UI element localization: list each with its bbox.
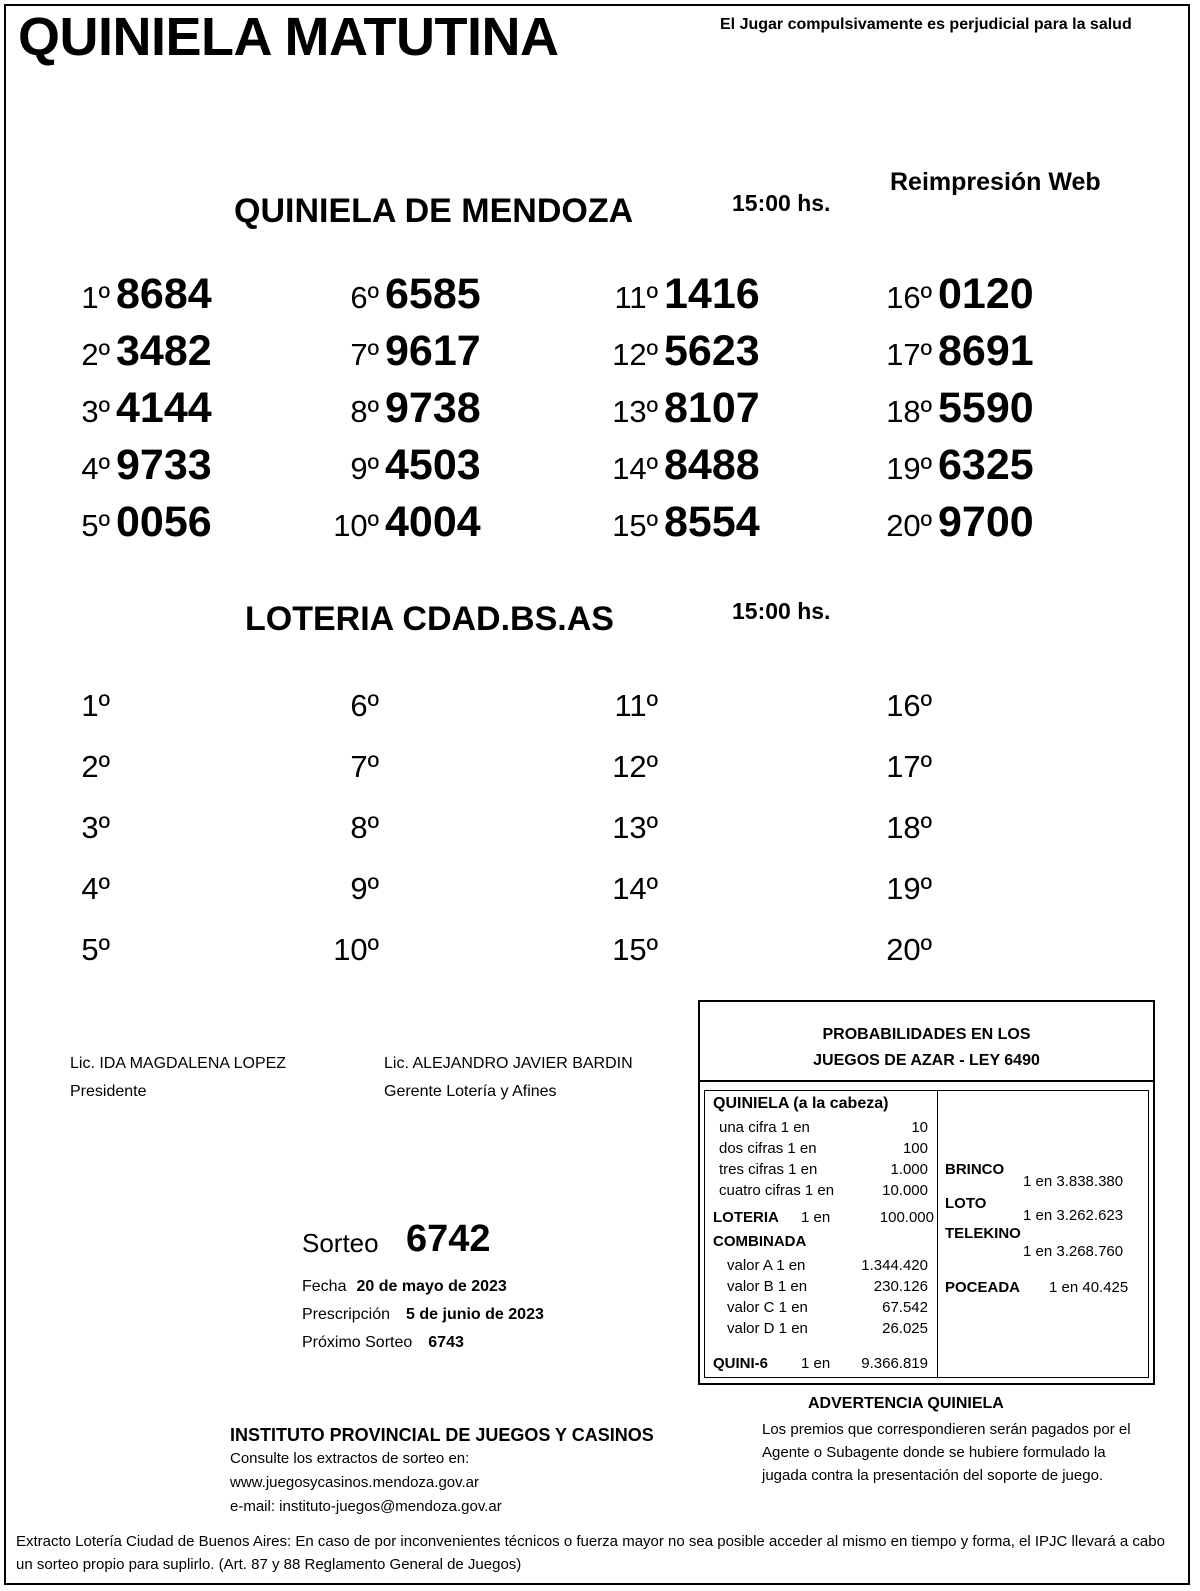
proximo-label: Próximo Sorteo [302, 1334, 413, 1351]
instituto-line-1: Consulte los extractos de sorteo en: [230, 1450, 470, 1467]
mendoza-result-10 [325, 498, 481, 547]
mendoza-result-9 [325, 441, 481, 490]
loteria-prob-en: 1 en [801, 1209, 831, 1226]
mendoza-result-18 [872, 384, 1034, 433]
mendoza-section-title: QUINIELA DE MENDOZA [234, 192, 634, 230]
loteria-result-6 [325, 688, 379, 724]
probabilities-header [700, 1002, 1153, 1082]
brinco-prob-value: 1 en 3.838.380 [1023, 1173, 1124, 1190]
result-position: 5º [81, 508, 110, 543]
quiniela-prob-title: QUINIELA (a la cabeza) [713, 1095, 889, 1112]
result-number: 5590 [938, 384, 1034, 432]
result-position: 12º [612, 337, 658, 372]
mendoza-result-7 [325, 327, 481, 376]
result-number: 6585 [385, 270, 481, 318]
mendoza-result-14 [598, 441, 760, 490]
result-position: 8º [350, 394, 379, 429]
mendoza-result-11 [598, 270, 760, 319]
result-number: 8554 [664, 498, 760, 546]
result-position: 12º [612, 749, 658, 784]
prob-row-value: 1.000 [890, 1161, 928, 1178]
loteria-result-2 [66, 749, 110, 785]
fecha-value: 20 de mayo de 2023 [356, 1278, 507, 1295]
probabilities-box [698, 1000, 1155, 1385]
instituto-title: INSTITUTO PROVINCIAL DE JUEGOS Y CASINOS [230, 1425, 654, 1445]
sorteo-label: Sorteo [302, 1228, 379, 1258]
advertencia-title: ADVERTENCIA QUINIELA [808, 1395, 1004, 1412]
prescripcion-label: Prescripción [302, 1306, 391, 1323]
prob-row-label: tres cifras 1 en [719, 1161, 818, 1178]
mendoza-result-19 [872, 441, 1034, 490]
footer-note: Extracto Lotería Ciudad de Buenos Aires: En caso de por inconvenientes técnicos o fuerza mayor no sea posible acceder al mismo en tiempo y forma, el IPJC llevará a cabo un sorteo propio para suplirlo. (Art. 87 y 88 Reglamento General de Juegos) [16, 1533, 1165, 1573]
result-position: 2º [81, 337, 110, 372]
result-number: 1416 [664, 270, 760, 318]
probabilities-title-line2: JUEGOS DE AZAR - LEY 6490 [813, 1052, 1040, 1069]
result-number: 8691 [938, 327, 1034, 375]
result-position: 9º [350, 871, 379, 906]
result-number: 8488 [664, 441, 760, 489]
loteria-result-7 [325, 749, 379, 785]
prob-row-label: valor A 1 en [727, 1257, 806, 1274]
result-number: 6325 [938, 441, 1034, 489]
result-number: 0056 [116, 498, 212, 546]
mendoza-result-6 [325, 270, 481, 319]
result-position: 20º [886, 932, 932, 967]
result-position: 4º [81, 871, 110, 906]
result-position: 15º [612, 508, 658, 543]
signature-left-role: Presidente [70, 1083, 147, 1100]
advertencia-text: Los premios que correspondieren serán pagados por el Agente o Subagente donde se hubiere formulado la jugada contra la presentación del soporte de juego. [762, 1421, 1131, 1484]
result-position: 19º [886, 871, 932, 906]
loteria-result-16 [872, 688, 932, 724]
result-position: 3º [81, 810, 110, 845]
gambling-warning: El Jugar compulsivamente es perjudicial para la salud [720, 16, 1132, 33]
quini6-prob-en: 1 en [801, 1355, 831, 1372]
result-number: 9738 [385, 384, 481, 432]
result-position: 6º [350, 688, 379, 723]
result-number: 8107 [664, 384, 760, 432]
prob-row-label: valor D 1 en [727, 1320, 808, 1337]
prob-row-label: valor B 1 en [727, 1278, 808, 1295]
loteria-result-20 [872, 932, 932, 968]
prob-row-label: dos cifras 1 en [719, 1140, 817, 1157]
probabilities-divider [937, 1091, 938, 1377]
loto-prob-value: 1 en 3.262.623 [1023, 1207, 1124, 1224]
result-number: 4004 [385, 498, 481, 546]
prob-row-value: 230.126 [873, 1278, 928, 1295]
mendoza-result-13 [598, 384, 760, 433]
prob-row-value: 1.344.420 [861, 1257, 928, 1274]
sorteo-fecha [302, 1278, 507, 1296]
reprint-label: Reimpresión Web [890, 168, 1101, 196]
loteria-result-14 [598, 871, 658, 907]
signature-left-name: Lic. IDA MAGDALENA LOPEZ [70, 1055, 287, 1072]
loteria-result-8 [325, 810, 379, 846]
loteria-section-title: LOTERIA CDAD.BS.AS [245, 600, 614, 638]
instituto-email-link[interactable]: e-mail: instituto-juegos@mendoza.gov.ar [230, 1498, 502, 1515]
result-position: 3º [81, 394, 110, 429]
mendoza-result-12 [598, 327, 760, 376]
prob-row-value: 26.025 [882, 1320, 928, 1337]
result-position: 8º [350, 810, 379, 845]
result-position: 15º [612, 932, 658, 967]
result-number: 0120 [938, 270, 1034, 318]
poceada-prob-value: 1 en 40.425 [1049, 1279, 1129, 1296]
quini6-prob-value: 9.366.819 [861, 1355, 928, 1372]
mendoza-result-17 [872, 327, 1034, 376]
telekino-prob-value: 1 en 3.268.760 [1023, 1243, 1124, 1260]
result-position: 18º [886, 810, 932, 845]
proximo-value: 6743 [428, 1334, 464, 1351]
mendoza-result-3 [66, 384, 212, 433]
mendoza-result-4 [66, 441, 212, 490]
probabilities-title-line1: PROBABILIDADES EN LOS [822, 1026, 1031, 1043]
result-position: 13º [612, 394, 658, 429]
result-position: 6º [350, 280, 379, 315]
loteria-result-15 [598, 932, 658, 968]
loteria-result-13 [598, 810, 658, 846]
loteria-section-time: 15:00 hs. [732, 598, 831, 624]
result-position: 5º [81, 932, 110, 967]
loteria-result-17 [872, 749, 932, 785]
result-position: 10º [333, 508, 379, 543]
result-position: 16º [886, 688, 932, 723]
telekino-prob-label: TELEKINO [945, 1225, 1021, 1242]
prob-row-label: cuatro cifras 1 en [719, 1182, 835, 1199]
signature-right-role: Gerente Lotería y Afines [384, 1083, 557, 1100]
combinada-prob-title: COMBINADA [713, 1233, 807, 1250]
mendoza-result-5 [66, 498, 212, 547]
poceada-prob-label: POCEADA [945, 1279, 1021, 1296]
loteria-result-12 [598, 749, 658, 785]
signature-left [70, 1050, 286, 1106]
result-position: 1º [81, 280, 110, 315]
result-position: 17º [886, 749, 932, 784]
sorteo-number: 6742 [406, 1218, 491, 1260]
instituto-website-link[interactable]: www.juegosycasinos.mendoza.gov.ar [230, 1474, 480, 1491]
result-position: 11º [614, 280, 658, 315]
result-position: 9º [350, 451, 379, 486]
result-number: 8684 [116, 270, 212, 318]
result-position: 2º [81, 749, 110, 784]
mendoza-result-16 [872, 270, 1034, 319]
loto-prob-label: LOTO [945, 1195, 987, 1212]
loteria-result-1 [66, 688, 110, 724]
mendoza-section-time: 15:00 hs. [732, 190, 831, 216]
loteria-result-19 [872, 871, 932, 907]
prob-row-label: una cifra 1 en [719, 1119, 810, 1136]
prob-row-value: 10 [911, 1119, 928, 1136]
mendoza-result-8 [325, 384, 481, 433]
result-number: 9617 [385, 327, 481, 375]
page-title: QUINIELA MATUTINA [18, 7, 559, 67]
result-number: 9700 [938, 498, 1034, 546]
mendoza-result-1 [66, 270, 212, 319]
quini6-prob-label: QUINI-6 [713, 1355, 769, 1372]
probabilities-table [704, 1090, 1149, 1378]
prob-row-value: 100 [902, 1140, 928, 1157]
result-position: 19º [886, 451, 932, 486]
loteria-result-11 [598, 688, 658, 724]
prob-row-value: 67.542 [882, 1299, 928, 1316]
result-number: 9733 [116, 441, 212, 489]
brinco-prob-label: BRINCO [945, 1161, 1005, 1178]
result-position: 1º [81, 688, 110, 723]
loteria-prob-value: 100.000 [879, 1209, 934, 1226]
result-number: 3482 [116, 327, 212, 375]
loteria-result-4 [66, 871, 110, 907]
result-position: 7º [350, 337, 379, 372]
result-position: 11º [614, 688, 658, 723]
signature-right-name: Lic. ALEJANDRO JAVIER BARDIN [384, 1055, 633, 1072]
loteria-result-18 [872, 810, 932, 846]
signature-right [384, 1050, 633, 1106]
result-position: 17º [886, 337, 932, 372]
loteria-result-5 [66, 932, 110, 968]
fecha-label: Fecha [302, 1278, 347, 1295]
prob-row-value: 10.000 [882, 1182, 928, 1199]
mendoza-result-2 [66, 327, 212, 376]
prescripcion-value: 5 de junio de 2023 [406, 1306, 544, 1323]
mendoza-result-20 [872, 498, 1034, 547]
result-position: 7º [350, 749, 379, 784]
result-position: 13º [612, 810, 658, 845]
result-position: 18º [886, 394, 932, 429]
loteria-result-9 [325, 871, 379, 907]
result-position: 20º [886, 508, 932, 543]
loteria-prob-label: LOTERIA [713, 1209, 779, 1226]
loteria-result-3 [66, 810, 110, 846]
sorteo-prescripcion [302, 1306, 544, 1324]
result-position: 16º [886, 280, 932, 315]
mendoza-result-15 [598, 498, 760, 547]
result-number: 5623 [664, 327, 760, 375]
prob-row-label: valor C 1 en [727, 1299, 808, 1316]
result-position: 14º [612, 871, 658, 906]
result-position: 4º [81, 451, 110, 486]
result-position: 10º [333, 932, 379, 967]
sorteo-proximo [302, 1334, 464, 1352]
result-number: 4503 [385, 441, 481, 489]
result-number: 4144 [116, 384, 212, 432]
result-position: 14º [612, 451, 658, 486]
loteria-result-10 [325, 932, 379, 968]
